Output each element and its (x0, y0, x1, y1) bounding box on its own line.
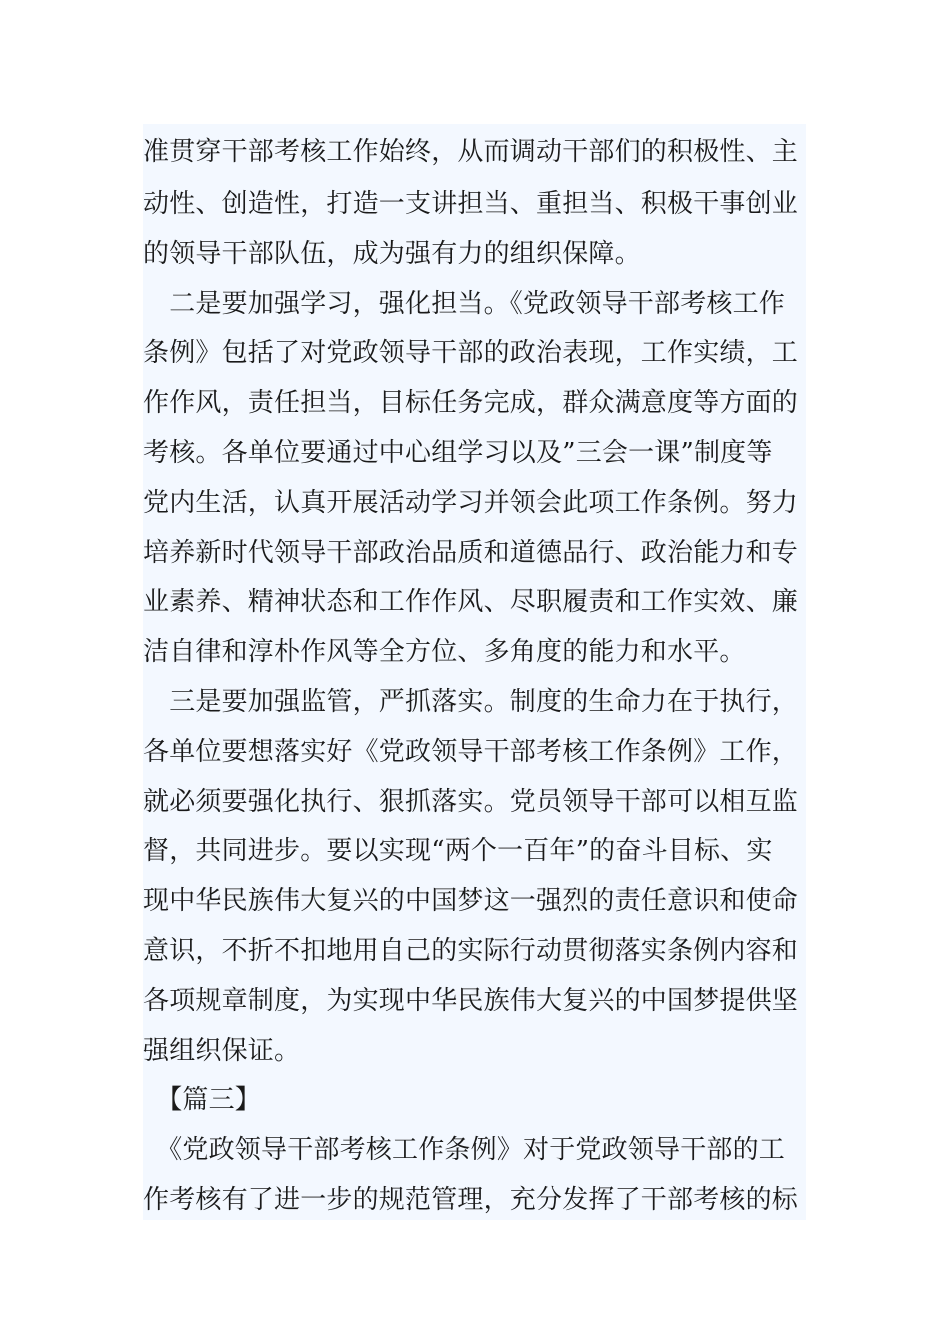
text-line: 三是要加强监管，严抓落实。制度的生命力在于执行， (143, 686, 799, 717)
document-text-block (143, 124, 806, 1220)
section-heading: 【篇三】 (143, 1085, 262, 1116)
text-line: 培养新时代领导干部政治品质和道德品行、政治能力和专 (143, 537, 799, 568)
text-line: 各单位要想落实好《党政领导干部考核工作条例》工作， (143, 736, 799, 767)
text-line: 作考核有了进一步的规范管理，充分发挥了干部考核的标 (143, 1184, 799, 1215)
text-line: 意识，不折不扣地用自己的实际行动贯彻落实条例内容和 (143, 935, 799, 966)
text-line: 业素养、精神状态和工作作风、尽职履责和工作实效、廉 (143, 587, 799, 618)
text-line: 条例》包括了对党政领导干部的政治表现，工作实绩，工 (143, 338, 799, 369)
text-line: 督，共同进步。要以实现“两个一百年”的奋斗目标、实 (143, 836, 773, 867)
text-line: 的领导干部队伍，成为强有力的组织保障。 (143, 238, 641, 269)
text-line: 作作风，责任担当，目标任务完成，群众满意度等方面的 (143, 388, 799, 419)
text-line: 就必须要强化执行、狠抓落实。党员领导干部可以相互监 (143, 786, 799, 817)
text-line: 考核。各单位要通过中心组学习以及”三会一课”制度等 (143, 437, 773, 468)
text-line: 强组织保证。 (143, 1035, 301, 1066)
text-line: 各项规章制度，为实现中华民族伟大复兴的中国梦提供坚 (143, 985, 799, 1016)
text-line: 二是要加强学习，强化担当。《党政领导干部考核工作 (143, 288, 786, 319)
text-line: 《党政领导干部考核工作条例》对于党政领导干部的工 (143, 1135, 786, 1166)
text-line: 动性、创造性，打造一支讲担当、重担当、积极干事创业 (143, 189, 799, 219)
text-line: 准贯穿干部考核工作始终，从而调动干部们的积极性、主 (143, 137, 799, 167)
text-line: 现中华民族伟大复兴的中国梦这一强烈的责任意识和使命 (143, 886, 799, 917)
text-line: 洁自律和淳朴作风等全方位、多角度的能力和水平。 (143, 637, 746, 668)
text-line: 党内生活，认真开展活动学习并领会此项工作条例。努力 (143, 487, 799, 518)
